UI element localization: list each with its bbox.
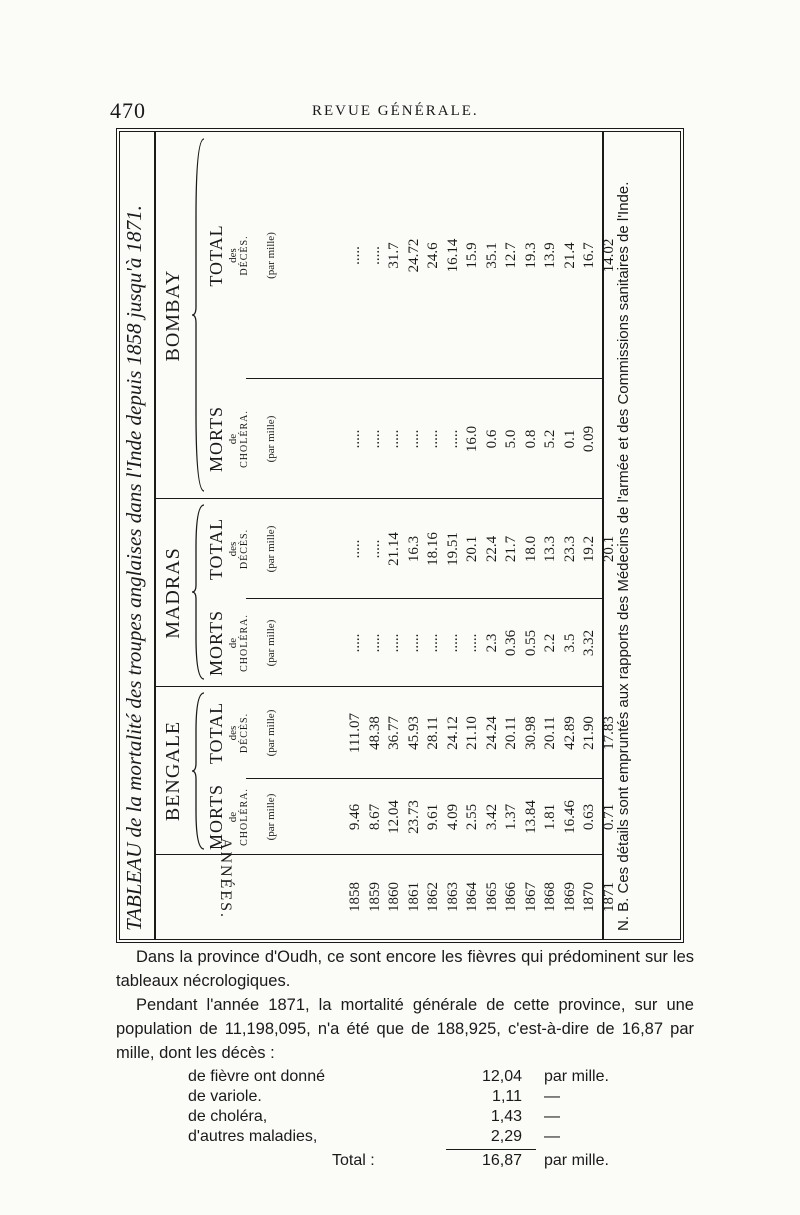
table-cell: 12.04 <box>386 800 402 834</box>
table-cell: ..... <box>347 633 363 653</box>
paragraph-oudh: Dans la province d'Oudh, ce sont encore les fièvres qui prédominent sur les tableaux nécrologiques. <box>116 948 694 990</box>
table-cell: ..... <box>366 429 383 449</box>
table-cell: 1862 <box>425 882 441 912</box>
table-cell: 3.32 <box>581 629 597 657</box>
rotated-table-content <box>120 132 680 939</box>
table-cell: 0.63 <box>581 803 597 831</box>
table-cell: 36.77 <box>386 716 402 750</box>
table-cell: 12.7 <box>503 242 519 269</box>
table-cell: 1861 <box>405 882 422 912</box>
breakdown-unit: — <box>544 1128 560 1145</box>
table-cell: 2.55 <box>464 803 480 831</box>
table-cell: 1866 <box>503 882 519 912</box>
table-cell: 24.12 <box>444 716 461 750</box>
table-cell: 1869 <box>561 882 578 912</box>
table-cell: ..... <box>405 429 422 449</box>
region-madras: MADRAS <box>162 547 184 639</box>
table-cell: 19.2 <box>581 535 597 563</box>
breakdown-unit: par mille. <box>544 1068 609 1085</box>
table-cell: 0.6 <box>483 429 500 449</box>
breakdown-label: d'autres maladies, <box>188 1128 318 1145</box>
table-cell: 2.2 <box>542 633 558 653</box>
table-cell: 18.0 <box>522 535 539 563</box>
table-cell: 1870 <box>581 882 597 912</box>
table-cell: 28.11 <box>425 716 441 750</box>
table-cell: 14.02 <box>600 238 617 273</box>
table-cell: 13.3 <box>542 535 558 563</box>
table-cell: 16.3 <box>405 535 422 563</box>
breakdown-total-row <box>116 1149 694 1171</box>
table-cell: 21.4 <box>561 242 578 269</box>
page-number: 470 <box>110 98 146 123</box>
table-cell: 0.71 <box>600 803 617 831</box>
table-cell: 16.7 <box>581 242 597 269</box>
table-cell: 5.2 <box>542 429 558 449</box>
table-cell: 1871 <box>600 882 617 912</box>
breakdown-unit: — <box>544 1088 560 1105</box>
breakdown-value: 2,29 <box>490 1128 522 1145</box>
table-cell: 0.1 <box>561 429 578 449</box>
table-cell: 21.90 <box>581 716 597 750</box>
total-value: 16,87 <box>481 1152 522 1169</box>
mortality-table <box>116 128 684 943</box>
region-bombay: BOMBAY <box>162 269 184 362</box>
bengale-cholera-header: MORTS de CHOLÉRA. (par mille) <box>206 784 277 850</box>
table-cell: 0.09 <box>581 425 597 453</box>
table-cell: 45.93 <box>405 716 422 750</box>
table-cell: ..... <box>366 633 383 653</box>
table-cell: 48.38 <box>366 716 383 750</box>
table-cell: ..... <box>347 429 363 449</box>
table-cell: 19.3 <box>522 242 539 269</box>
running-head: REVUE GÉNÉRALE. <box>312 103 479 119</box>
table-cell: 0.55 <box>522 629 539 657</box>
table-title: TABLEAU de la mortalité des troupes anglaises dans l'Inde depuis 1858 jusqu'à 1871. <box>122 205 146 931</box>
table-cell: 1860 <box>386 882 402 912</box>
years-header-label: ANNÉES. <box>217 837 234 919</box>
table-cell: 8.67 <box>366 803 383 831</box>
body-text <box>116 945 694 1169</box>
table-cell: 24.72 <box>405 238 422 273</box>
table-cell: 1858 <box>347 882 363 912</box>
table-cell: 24.6 <box>425 242 441 269</box>
bombay-total-header: TOTAL des DÉCÈS. (par mille) <box>206 224 277 287</box>
bombay-cholera-column <box>346 379 619 499</box>
table-cell: 16.46 <box>561 800 578 834</box>
table-cell: 2.3 <box>483 633 500 653</box>
bengale-total-header: TOTAL des DÉCÈS. (par mille) <box>206 701 277 765</box>
table-cell: ..... <box>444 429 461 449</box>
table-cell: 21.14 <box>386 532 402 566</box>
table-cell: 18.16 <box>425 532 441 566</box>
table-cell: 31.7 <box>386 242 402 269</box>
table-cell: ..... <box>464 633 480 653</box>
table-note: N. B. Ces détails sont empruntés aux rapports des Médecins de l'armée et des Commissions sanitaires de l'Inde. <box>615 181 632 931</box>
table-cell: 20.1 <box>600 535 617 563</box>
table-cell: 30.98 <box>522 716 539 750</box>
table-cell: 1.37 <box>503 803 519 831</box>
bengale-total-column <box>346 687 619 779</box>
table-cell: 0.36 <box>503 629 519 657</box>
table-cell: 20.11 <box>542 716 558 750</box>
breakdown-row <box>116 1125 694 1147</box>
breakdown-row <box>116 1065 694 1087</box>
table-cell: 9.46 <box>347 803 363 831</box>
table-cell: 42.89 <box>561 716 578 750</box>
table-cell: 20.1 <box>464 535 480 563</box>
table-cell: 1.81 <box>542 803 558 831</box>
page-header <box>0 98 800 128</box>
table-cell: 17.83 <box>600 716 617 750</box>
madras-total-column <box>346 499 619 599</box>
breakdown-value: 12,04 <box>481 1068 522 1085</box>
brace-bengale <box>192 691 206 851</box>
table-cell: 1865 <box>483 882 500 912</box>
table-cell: ..... <box>444 633 461 653</box>
breakdown-label: de variole. <box>188 1088 262 1105</box>
breakdown-row <box>116 1085 694 1107</box>
table-cell: 1863 <box>444 882 461 912</box>
total-label: Total : <box>332 1152 375 1169</box>
table-cell: ..... <box>425 633 441 653</box>
brace-bombay <box>192 137 206 493</box>
bengale-cholera-column <box>346 779 619 855</box>
table-cell: ..... <box>366 539 383 559</box>
table-cell: 19.51 <box>444 532 461 566</box>
table-cell: 1868 <box>542 882 558 912</box>
table-cell: ..... <box>425 429 441 449</box>
years-header <box>156 837 336 939</box>
brace-madras <box>192 503 206 681</box>
years-column <box>346 855 619 939</box>
breakdown-value: 1,43 <box>490 1108 522 1125</box>
table-cell: 1867 <box>522 882 539 912</box>
bombay-cholera-header: MORTS de CHOLÉRA. (par mille) <box>206 406 277 472</box>
table-cell: 4.09 <box>444 803 461 831</box>
paragraph-mortality: Pendant l'année 1871, la mortalité générale de cette province, sur une population de 11,198,095, n'a été que de 188,925, c'est-à-dire de 16,87 par mille, dont les décès : <box>116 996 694 1062</box>
table-cell: 16.14 <box>444 238 461 273</box>
table-cell: ..... <box>347 539 363 559</box>
table-cell: 3.42 <box>483 803 500 831</box>
bombay-total-column <box>346 132 619 379</box>
breakdown-unit: — <box>544 1108 560 1125</box>
table-cell: 111.07 <box>347 712 363 754</box>
madras-cholera-column <box>346 599 619 687</box>
table-cell: 24.24 <box>483 716 500 750</box>
table-cell: 1864 <box>464 882 480 912</box>
table-cell: 9.61 <box>425 803 441 831</box>
table-cell: ..... <box>405 633 422 653</box>
table-cell: 21.10 <box>464 716 480 750</box>
table-cell: 23.3 <box>561 535 578 563</box>
table-cell: 22.4 <box>483 535 500 563</box>
breakdown-label: de fièvre ont donné <box>188 1068 325 1085</box>
table-cell: 3.5 <box>561 633 578 653</box>
table-cell: 21.7 <box>503 535 519 563</box>
region-bengale: BENGALE <box>162 720 184 822</box>
madras-total-header: TOTAL des DÉCÈS. (par mille) <box>206 517 277 581</box>
total-unit: par mille. <box>544 1152 609 1169</box>
table-cell: 1859 <box>366 882 383 912</box>
breakdown-value: 1,11 <box>492 1088 522 1105</box>
table-cell: 0.8 <box>522 429 539 449</box>
table-cell: ..... <box>386 429 402 449</box>
table-cell: 35.1 <box>483 242 500 269</box>
table-cell: 13.9 <box>542 242 558 269</box>
table-cell: 16.0 <box>464 425 480 453</box>
table-cell: 5.0 <box>503 429 519 449</box>
table-cell: 20.11 <box>503 716 519 750</box>
table-grid <box>154 132 617 939</box>
table-cell: ..... <box>366 246 383 265</box>
table-cell: ..... <box>347 246 363 265</box>
table-cell: 23.73 <box>405 800 422 834</box>
breakdown-label: de choléra, <box>188 1108 268 1125</box>
breakdown-row <box>116 1105 694 1127</box>
table-cell: 15.9 <box>464 242 480 269</box>
table-cell: ..... <box>386 633 402 653</box>
table-cell: 13.84 <box>522 800 539 834</box>
madras-cholera-header: MORTS de CHOLÉRA. (par mille) <box>206 610 277 676</box>
